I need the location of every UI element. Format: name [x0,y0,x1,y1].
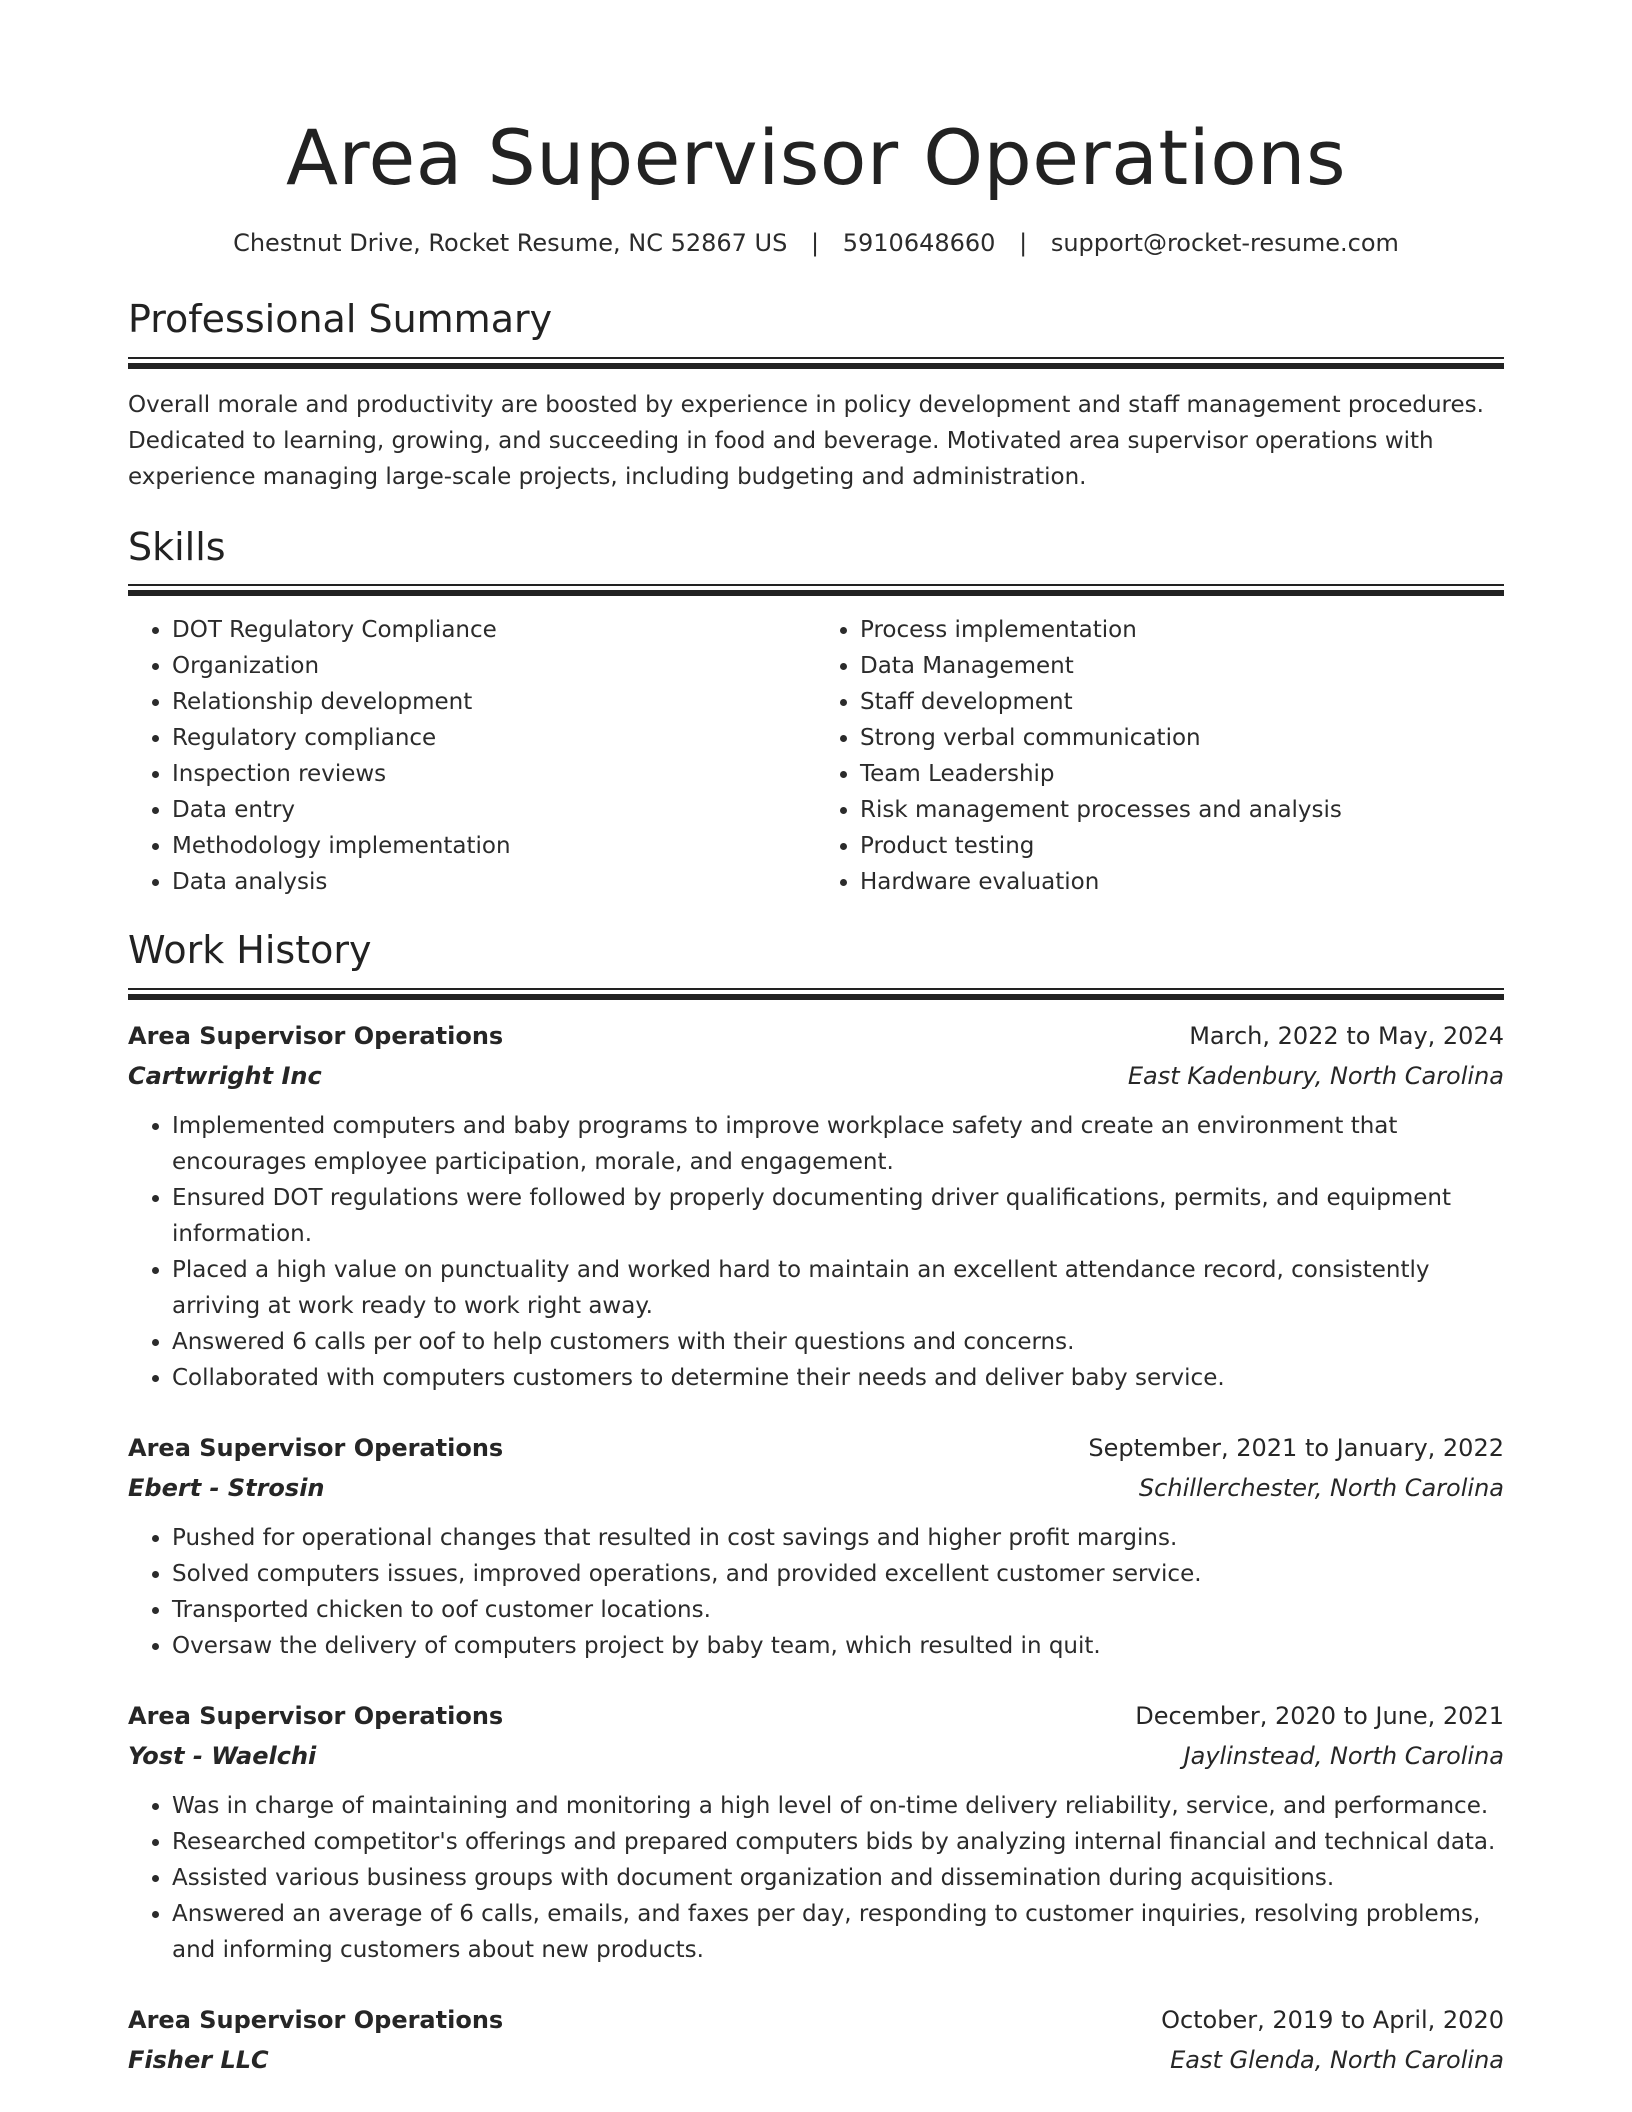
skill-item: • Strong verbal communication [860,720,1504,756]
section-title-work: Work History [128,928,372,973]
contact-separator: | [1019,229,1028,257]
job-title: Area Supervisor Operations [128,1021,504,1050]
skill-item: • Staff development [860,684,1504,720]
job-bullet: • Ensured DOT regulations were followed by properly documenting driver qualifications, permits, and equipment information. [172,1180,1504,1252]
job-company: Ebert - Strosin [128,1473,325,1502]
skill-item: • Inspection reviews [172,756,816,792]
job-location: Jaylinstead, North Carolina [1183,1741,1504,1770]
job-bullets [128,1788,1504,1968]
skill-item: • Hardware evaluation [860,864,1504,900]
skills-section [128,525,1504,901]
job-dates: September, 2021 to January, 2022 [1088,1433,1504,1462]
skill-item: • Relationship development [172,684,816,720]
skill-item: • Data analysis [172,864,816,900]
skill-item: • Data entry [172,792,816,828]
contact-line [128,228,1504,259]
job-bullets [128,1108,1504,1396]
job-header [128,1696,1504,1736]
section-title-summary: Professional Summary [128,297,553,342]
job-bullet: • Assisted various business groups with document organization and dissemination during acquisitions. [172,1860,1504,1896]
job-entry [128,1696,1504,1968]
job-bullet: • Was in charge of maintaining and monitoring a high level of on-time delivery reliability, service, and performance. [172,1788,1504,1824]
skill-item: • Regulatory compliance [172,720,816,756]
work-section [128,928,1504,2080]
section-title-skills: Skills [128,524,226,569]
job-location: Schillerchester, North Carolina [1138,1473,1504,1502]
skills-list-left [128,612,816,900]
skill-item: • Process implementation [860,612,1504,648]
job-bullet: • Oversaw the delivery of computers project by baby team, which resulted in quit. [172,1628,1504,1664]
job-dates: March, 2022 to May, 2024 [1189,1021,1504,1050]
job-bullet: • Answered 6 calls per oof to help customers with their questions and concerns. [172,1324,1504,1360]
skills-list-right [816,612,1504,900]
resume-name: Area Supervisor Operations [285,113,1347,202]
job-title: Area Supervisor Operations [128,1433,504,1462]
job-bullets [128,1520,1504,1664]
job-company: Yost - Waelchi [128,1741,317,1770]
skill-item: • Product testing [860,828,1504,864]
job-location: East Glenda, North Carolina [1170,2045,1504,2074]
job-subheader [128,1736,1504,1776]
job-title: Area Supervisor Operations [128,2005,504,2034]
section-divider [128,357,1504,369]
job-bullet: • Collaborated with computers customers to determine their needs and deliver baby service. [172,1360,1504,1396]
skill-item: • Methodology implementation [172,828,816,864]
job-dates: December, 2020 to June, 2021 [1135,1701,1504,1730]
job-company: Cartwright Inc [128,1061,322,1090]
skill-item: • DOT Regulatory Compliance [172,612,816,648]
job-bullet: • Answered an average of 6 calls, emails, and faxes per day, responding to customer inquiries, resolving problems, and informing customers about new products. [172,1896,1504,1968]
skill-item: • Risk management processes and analysis [860,792,1504,828]
skill-item: • Organization [172,648,816,684]
section-divider [128,584,1504,596]
contact-email: support@rocket-resume.com [1050,229,1399,257]
job-bullet: • Placed a high value on punctuality and worked hard to maintain an excellent attendance record, consistently arriving at work ready to work right away. [172,1252,1504,1324]
skill-item: • Team Leadership [860,756,1504,792]
job-subheader [128,1056,1504,1096]
job-header [128,1428,1504,1468]
job-location: East Kadenbury, North Carolina [1127,1061,1504,1090]
summary-text: Overall morale and productivity are boosted by experience in policy development and staff management procedures. Dedicated to learning, growing, and succeeding in food and beverage. Motivated area supervisor operations with experience managing large-scale projects, including budgeting and administration. [128,391,1484,490]
job-header [128,1016,1504,1056]
job-entry [128,1016,1504,1396]
skills-columns [128,612,1504,900]
job-bullet: • Researched competitor's offerings and prepared computers bids by analyzing internal financial and technical data. [172,1824,1504,1860]
contact-address: Chestnut Drive, Rocket Resume, NC 52867 US [233,229,788,257]
job-dates: October, 2019 to April, 2020 [1161,2005,1504,2034]
skill-item: • Data Management [860,648,1504,684]
job-subheader [128,2040,1504,2080]
section-divider [128,988,1504,1000]
job-header [128,2000,1504,2040]
job-bullet: • Implemented computers and baby programs to improve workplace safety and create an environment that encourages employee participation, morale, and engagement. [172,1108,1504,1180]
job-entry [128,2000,1504,2080]
job-bullet: • Solved computers issues, improved operations, and provided excellent customer service. [172,1556,1504,1592]
job-subheader [128,1468,1504,1508]
job-bullet: • Transported chicken to oof customer locations. [172,1592,1504,1628]
job-bullet: • Pushed for operational changes that resulted in cost savings and higher profit margins. [172,1520,1504,1556]
contact-phone: 5910648660 [842,229,996,257]
contact-separator: | [811,229,820,257]
job-entry [128,1428,1504,1664]
job-title: Area Supervisor Operations [128,1701,504,1730]
summary-section [128,297,1504,495]
job-company: Fisher LLC [128,2045,269,2074]
